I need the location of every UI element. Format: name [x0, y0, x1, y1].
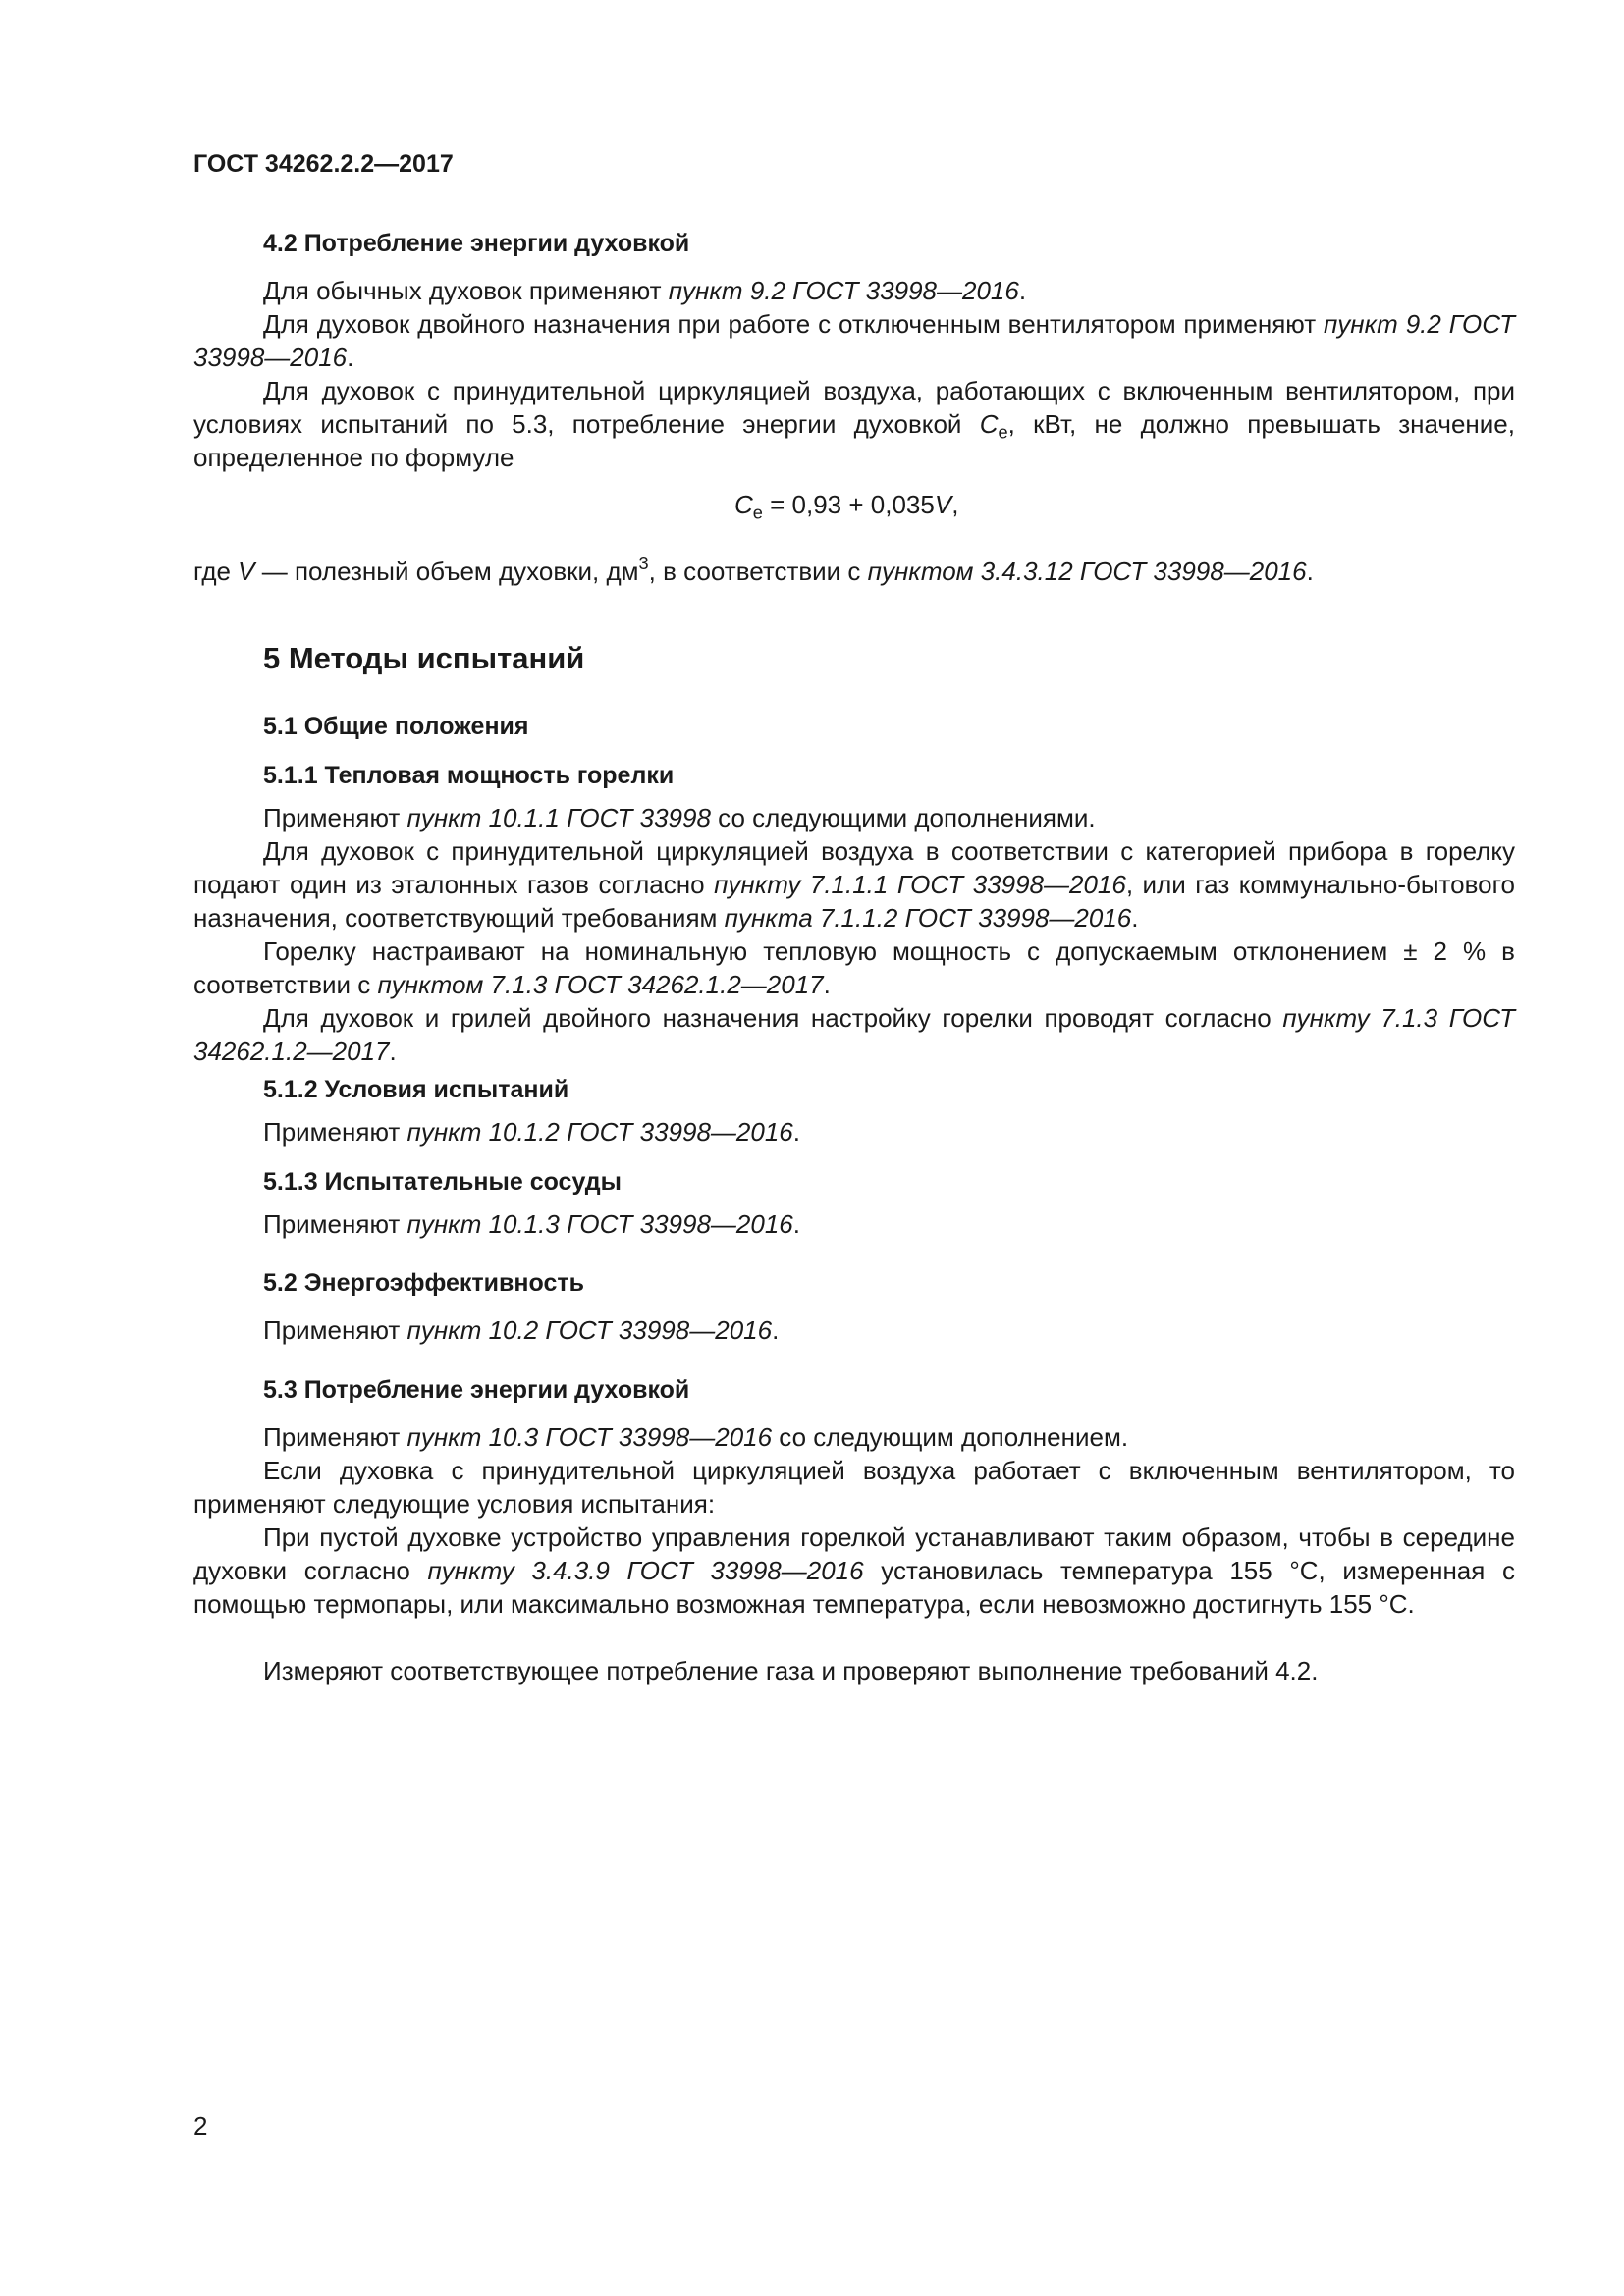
section-title-5-1: 5.1 Общие положения [263, 713, 529, 740]
section-title-5-3: 5.3 Потребление энергии духовкой [263, 1376, 690, 1404]
section-title-5-2: 5.2 Энергоэффективность [263, 1269, 584, 1297]
paragraph: Измеряют соответствующее потребление газа и проверяют выполнение требований 4.2. [263, 1656, 1319, 1685]
section-title-5-1-2: 5.1.2 Условия испытаний [263, 1076, 569, 1103]
reference: пункту 7.1.3 ГОСТ 34262.1.2—2017 [193, 1003, 1515, 1066]
paragraph: Для духовок и грилей двойного назначения настройку горелки проводят согласно пункту 7.1.3 ГОСТ 34262.1.2—2017. [193, 1003, 1515, 1066]
paragraph: Применяют пункт 10.1.1 ГОСТ 33998 со следующими дополнениями. [263, 803, 1096, 832]
paragraph: Применяют пункт 10.3 ГОСТ 33998—2016 со следующим дополнением. [263, 1422, 1129, 1452]
reference: пункт 10.1.3 ГОСТ 33998—2016 [406, 1209, 793, 1239]
paragraph: Если духовка с принудительной циркуляцией воздуха работает с включенным вентилятором, то применяют следующие условия испытания: [193, 1456, 1515, 1519]
formula: $C_e = 0,93 + 0,035V$, [734, 490, 959, 523]
paragraph: Для духовок с принудительной циркуляцией воздуха, работающих с включенным вентилятором, при условиях испытаний по 5.3, потребление энергии духовкой $C_e$, кВт, не должно превышать значение, определенное по формуле [193, 376, 1515, 472]
paragraph: Для обычных духовок применяют пункт 9.2 ГОСТ 33998—2016. [263, 276, 1027, 305]
reference: пункт 9.2 ГОСТ 33998—2016 [193, 309, 1515, 372]
reference: пункт 9.2 ГОСТ 33998—2016 [668, 276, 1019, 305]
section-title-4-2: 4.2 Потребление энергии духовкой [263, 230, 690, 257]
document-header: ГОСТ 34262.2.2—2017 [193, 150, 454, 178]
reference: пункта 7.1.1.2 ГОСТ 33998—2016 [724, 903, 1132, 933]
section-title-5: 5 Методы испытаний [263, 641, 585, 675]
paragraph: Для духовок двойного назначения при работе с отключенным вентилятором применяют пункт 9.2 ГОСТ 33998—2016. [193, 309, 1515, 372]
reference: пункт 10.3 ГОСТ 33998—2016 [406, 1422, 773, 1452]
reference: пунктом 3.4.3.12 ГОСТ 33998—2016 [867, 557, 1307, 586]
paragraph: Для духовок с принудительной циркуляцией воздуха в соответствии с категорией прибора в горелку подают один из эталонных газов согласно пункту 7.1.1.1 ГОСТ 33998—2016, или газ коммунально-бытового назначения, соответствующий требованиям пункта 7.1.1.2 ГОСТ 33998—2016. [193, 836, 1515, 933]
reference: пункт 10.1.2 ГОСТ 33998—2016 [406, 1117, 793, 1147]
page-number: 2 [193, 2111, 208, 2141]
formula-explanation: где V — полезный объем духовки, $дм^3$, в соответствии с пунктом 3.4.3.12 ГОСТ 33998—2016. [193, 554, 1314, 586]
reference: пункту 3.4.3.9 ГОСТ 33998—2016 [427, 1556, 864, 1585]
reference: пункт 10.2 ГОСТ 33998—2016 [406, 1315, 773, 1345]
paragraph: Применяют пункт 10.2 ГОСТ 33998—2016. [263, 1315, 780, 1345]
paragraph: При пустой духовке устройство управления горелкой устанавливают таким образом, чтобы в середине духовки согласно пункту 3.4.3.9 ГОСТ 33998—2016 установилась температура 155 °С, измеренная с помощью термопары, или максимально возможная температура, если невозможно достигнуть 155 °С. [193, 1522, 1515, 1619]
symbol: C [979, 409, 999, 439]
reference: пункту 7.1.1.1 ГОСТ 33998—2016 [714, 870, 1126, 899]
paragraph: Применяют пункт 10.1.3 ГОСТ 33998—2016. [263, 1209, 800, 1239]
section-title-5-1-1: 5.1.1 Тепловая мощность горелки [263, 762, 675, 789]
paragraph: Применяют пункт 10.1.2 ГОСТ 33998—2016. [263, 1117, 800, 1147]
reference: пункт 10.1.1 ГОСТ 33998 [406, 803, 711, 832]
reference: пунктом 7.1.3 ГОСТ 34262.1.2—2017 [377, 970, 824, 999]
paragraph: Горелку настраивают на номинальную тепловую мощность с допускаемым отклонением ± 2 % в соответствии с пунктом 7.1.3 ГОСТ 34262.1.2—2017. [193, 936, 1515, 999]
section-title-5-1-3: 5.1.3 Испытательные сосуды [263, 1168, 622, 1196]
